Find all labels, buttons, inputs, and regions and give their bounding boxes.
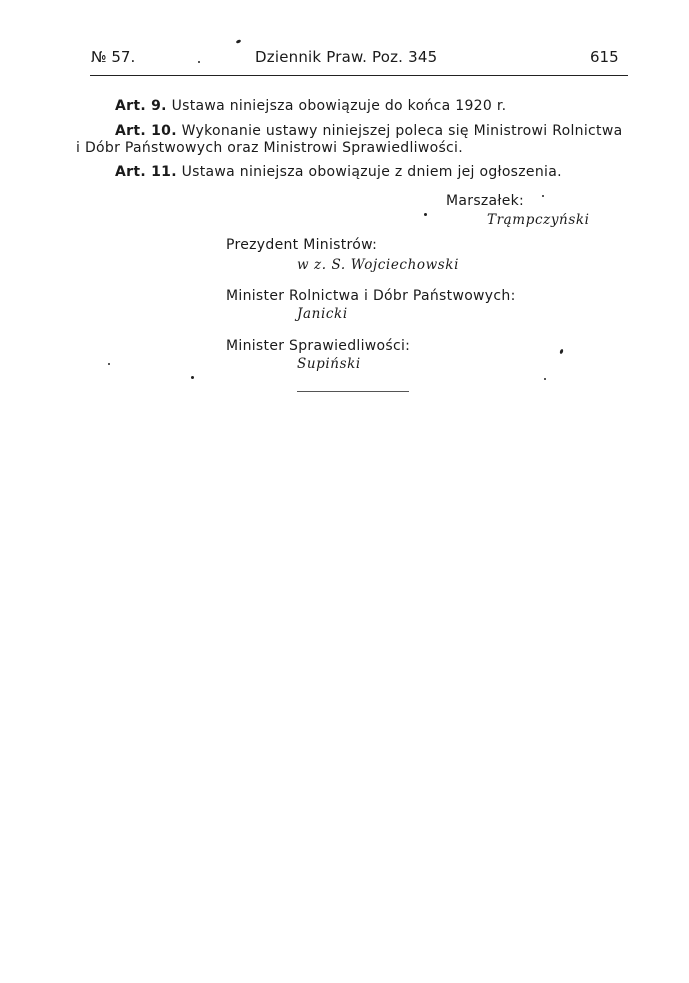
scan-speck	[191, 376, 194, 379]
article-10-line-1	[115, 123, 622, 139]
article-11-label: Art. 11.	[115, 164, 177, 180]
minister-sprawiedliwosci-name: Supiński	[297, 356, 361, 372]
scan-speck	[108, 363, 110, 365]
gazette-number: № 57.	[91, 48, 136, 66]
article-11-text: Ustawa niniejsza obowiązuje z dniem jej ogłoszenia.	[181, 164, 562, 180]
article-10-text-line-1: Wykonanie ustawy niniejszej poleca się Ministrowi Rolnictwa	[181, 123, 623, 139]
end-rule	[297, 391, 409, 392]
gazette-title: Dziennik Praw. Poz. 345	[255, 48, 438, 66]
minister-rolnictwa-title: Minister Rolnictwa i Dóbr Państwowych:	[226, 288, 516, 304]
minister-rolnictwa-name: Janicki	[297, 306, 348, 322]
scan-speck	[542, 195, 544, 197]
article-9-text: Ustawa niniejsza obowiązuje do końca 1920 r.	[171, 98, 507, 114]
page-number: 615	[590, 48, 619, 66]
article-10-label: Art. 10.	[115, 123, 177, 139]
minister-sprawiedliwosci-title: Minister Sprawiedliwości:	[226, 338, 411, 354]
article-11	[115, 164, 562, 180]
prezydent-title: Prezydent Ministrów:	[226, 237, 378, 253]
marszalek-name: Trąmpczyński	[487, 212, 590, 228]
scan-speck	[559, 349, 564, 355]
article-9	[115, 98, 506, 114]
scan-speck	[198, 61, 200, 63]
header-rule	[90, 75, 628, 76]
scan-speck	[424, 213, 427, 216]
marszalek-title: Marszałek:	[446, 193, 525, 209]
scan-speck	[236, 39, 242, 44]
scan-speck	[544, 378, 546, 380]
prezydent-name: w z. S. Wojciechowski	[297, 257, 459, 273]
article-10-text-line-2: i Dóbr Państwowych oraz Ministrowi Sprawiedliwości.	[76, 140, 463, 156]
article-9-label: Art. 9.	[115, 98, 167, 114]
